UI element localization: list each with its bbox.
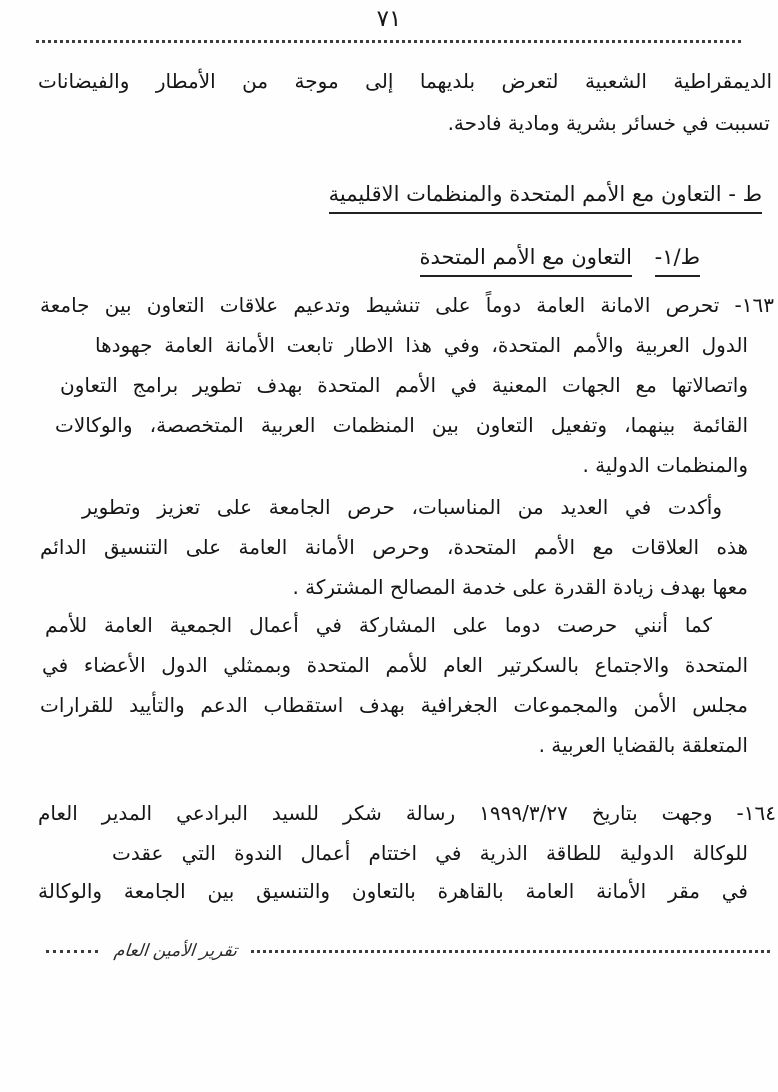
paragraph-163-line: ١٦٣- تحرص الامانة العامة دوماً على تنشيط وتدعيم علاقات التعاون بين جامعة [40,293,774,317]
footer [46,936,770,966]
subsection-heading-text: التعاون مع الأمم المتحدة [420,243,632,277]
participation-paragraph-line: كما أنني حرصت دوما على المشاركة في أعمال الجمعية العامة للأمم [45,613,712,637]
page-number: ٧١ [376,6,402,32]
paragraph-163-line: القائمة بينهما، وتفعيل التعاون بين المنظمات العربية المتخصصة، والوكالات [55,413,748,437]
intro-paragraph-line: الديمقراطية الشعبية لتعرض بلديهما إلى موجة من الأمطار والفيضانات [38,69,772,93]
paragraph-163-line: واتصالاتها مع الجهات المعنية في الأمم المتحدة بهدف تطوير برامج التعاون [60,373,748,397]
intro-paragraph-line: تسببت في خسائر بشرية ومادية فادحة. [447,111,770,135]
cooperation-paragraph-line: هذه العلاقات مع الأمم المتحدة، وحرص الأمانة العامة على التنسيق الدائم [40,535,748,559]
cooperation-paragraph-line: وأكدت في العديد من المناسبات، حرص الجامعة على تعزيز وتطوير [82,495,722,519]
paragraph-164-line: للوكالة الدولية للطاقة الذرية في اختتام أعمال الندوة التي عقدت [112,841,748,865]
footer-divider-rule [251,950,770,953]
paragraph-164-line: في مقر الأمانة العامة بالقاهرة بالتعاون والتنسيق بين الجامعة والوكالة [38,879,748,903]
paragraph-163-line: الدول العربية والأمم المتحدة، وفي هذا الاطار تابعت الأمانة العامة جهودها [95,333,748,357]
paragraph-164-line: ١٦٤- وجهت بتاريخ ١٩٩٩/٣/٢٧ رسالة شكر للسيد البرادعي المدير العام [38,801,776,825]
participation-paragraph-line: المتحدة والاجتماع بالسكرتير العام للأمم المتحدة وبممثلي الدول الأعضاء في [42,653,748,677]
footer-handwritten-title: تقرير الأمين العام [112,941,239,961]
participation-paragraph-line: المتعلقة بالقضايا العربية . [538,733,748,757]
footer-divider-rule-short [46,950,100,953]
section-heading-text: ط - التعاون مع الأمم المتحدة والمنظمات الاقليمية [329,180,762,214]
subsection-heading [420,243,701,277]
subsection-number-label: ط/١- [655,243,700,277]
paragraph-163-line: والمنظمات الدولية . [582,453,748,477]
cooperation-paragraph-line: معها بهدف زيادة القدرة على خدمة المصالح المشتركة . [292,575,748,599]
section-heading [329,180,762,214]
participation-paragraph-line: مجلس الأمن والمجموعات الجغرافية بهدف استقطاب الدعم والتأييد للقرارات [40,693,748,717]
top-divider-rule [36,40,744,43]
